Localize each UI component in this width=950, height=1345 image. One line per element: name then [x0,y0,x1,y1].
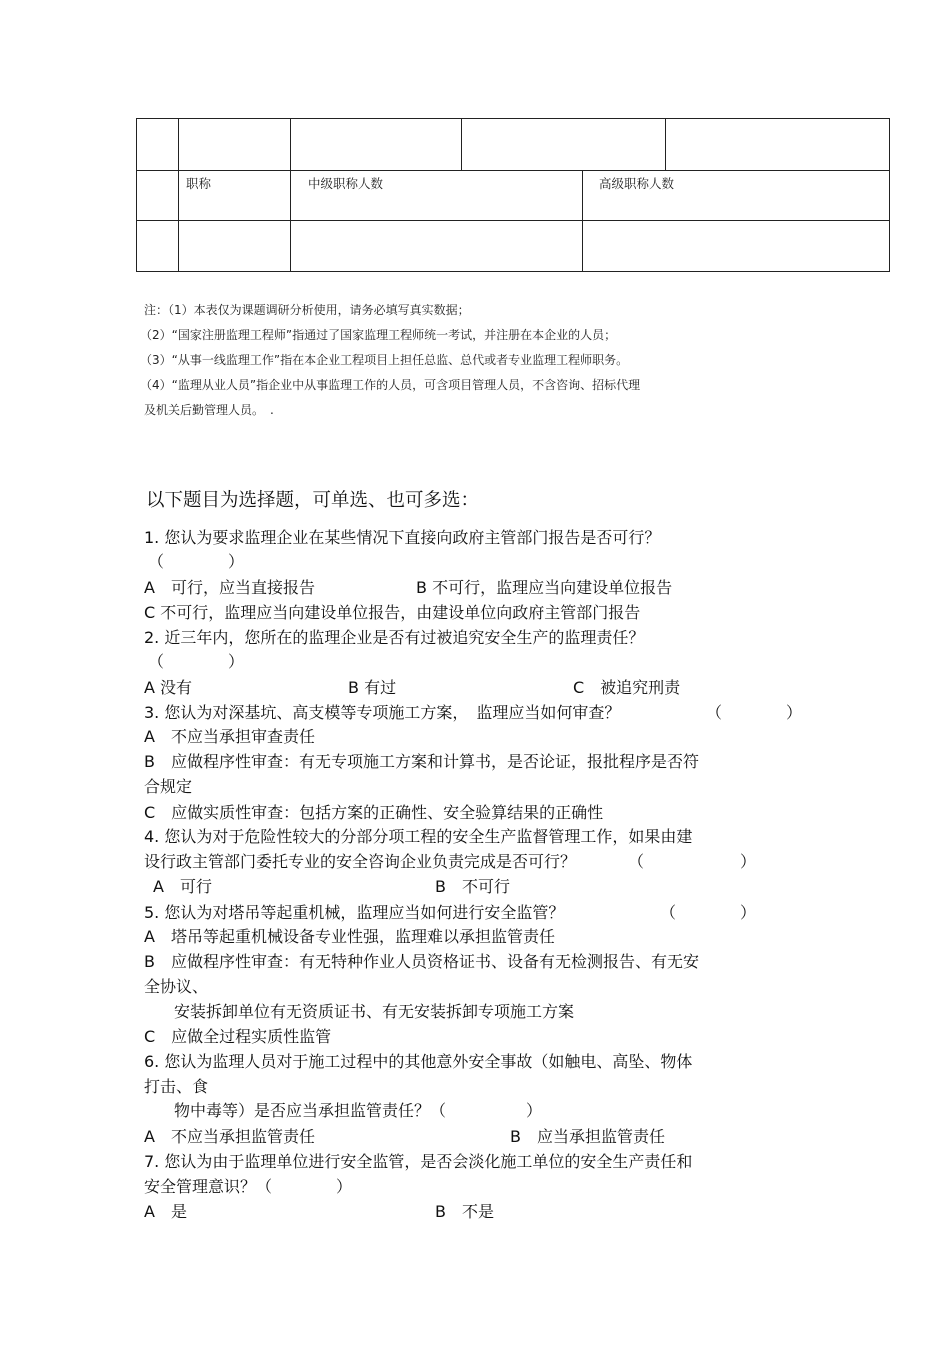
question-3-blank[interactable]: （ ） [706,703,803,722]
question-5-option-a[interactable]: A 塔吊等起重机械设备专业性强，监理难以承担监管责任 [144,927,555,946]
senior-title-count-header: 高级职称人数 [599,176,675,191]
question-7-option-a[interactable]: A 是 [144,1202,187,1221]
question-1-option-c[interactable]: C 不可行，监理应当向建设单位报告，由建设单位向政府主管部门报告 [144,603,641,622]
section-heading: 以下题目为选择题，可单选、也可多选： [146,490,480,511]
question-5-option-b-cont: 全协议、 [144,977,209,996]
personnel-table [136,118,890,272]
table-line [665,118,666,170]
question-5-option-b[interactable]: B 应做程序性审查：有无特种作业人员资格证书、设备有无检测报告、有无安 [144,952,699,971]
question-4-option-b[interactable]: B 不可行 [435,877,510,896]
table-line [136,220,890,221]
question-7-option-b[interactable]: B 不是 [435,1202,494,1221]
table-line [889,118,890,272]
title-header-cell: 职称 [186,176,212,191]
question-5-blank[interactable]: （ ） [660,903,757,922]
question-4-text: 4. 您认为对于危险性较大的分部分项工程的安全生产监督管理工作，如果由建 [144,827,693,846]
question-4-blank[interactable]: （ ） [628,852,757,871]
question-5-option-c[interactable]: C 应做全过程实质性监管 [144,1027,332,1046]
note-line: （4）“监理从业人员”指企业中从事监理工作的人员，可含项目管理人员，不含咨询、招标代理 [140,378,641,392]
question-5-option-b-cont: 安装拆卸单位有无资质证书、有无安装拆卸专项施工方案 [174,1002,575,1021]
question-2-option-c[interactable]: C 被追究刑责 [573,678,681,697]
question-1-option-b[interactable]: B 不可行，监理应当向建设单位报告 [416,578,673,597]
question-6-option-b[interactable]: B 应当承担监管责任 [510,1127,665,1146]
question-6-option-a[interactable]: A 不应当承担监管责任 [144,1127,315,1146]
question-4-text-cont: 设行政主管部门委托专业的安全咨询企业负责完成是否可行？ [144,852,577,871]
question-1-text: 1. 您认为要求监理企业在某些情况下直接向政府主管部门报告是否可行？ [144,528,661,547]
question-2-option-a[interactable]: A 没有 [144,678,193,697]
table-line [136,118,137,272]
question-3-option-c[interactable]: C 应做实质性审查：包括方案的正确性、安全验算结果的正确性 [144,803,604,822]
question-3-option-a[interactable]: A 不应当承担审查责任 [144,727,315,746]
table-line [136,118,890,119]
question-1-blank[interactable]: （ ） [148,552,245,571]
note-line: 及机关后勤管理人员。 . [144,403,274,417]
question-1-option-a[interactable]: A 可行，应当直接报告 [144,578,315,597]
mid-title-count-header: 中级职称人数 [308,176,384,191]
question-6-text-cont: 打击、食 [144,1077,209,1096]
question-3-option-b-cont: 合规定 [144,777,193,796]
table-line [136,170,890,171]
question-3-option-b[interactable]: B 应做程序性审查：有无专项施工方案和计算书，是否论证，报批程序是否符 [144,752,699,771]
table-line [461,118,462,170]
table-line [178,118,179,272]
note-line: （3）“从事一线监理工作”指在本企业工程项目上担任总监、总代或者专业监理工程师职务。 [140,353,629,367]
question-7-text-cont: 安全管理意识？（ ） [144,1177,353,1196]
question-2-option-b[interactable]: B 有过 [348,678,397,697]
question-3-text: 3. 您认为对深基坑、高支模等专项施工方案， 监理应当如何审查？ [144,703,621,722]
question-2-blank[interactable]: （ ） [148,652,245,671]
note-line: 注：（1）本表仅为课题调研分析使用，请务必填写真实数据； [144,303,470,317]
question-6-text: 6. 您认为监理人员对于施工过程中的其他意外安全事故（如触电、高坠、物体 [144,1052,693,1071]
question-4-option-a[interactable]: A 可行 [153,877,212,896]
note-line: （2）“国家注册监理工程师”指通过了国家监理工程师统一考试，并注册在本企业的人员； [140,328,617,342]
question-2-text: 2. 近三年内，您所在的监理企业是否有过被追究安全生产的监理责任？ [144,628,645,647]
table-line [290,118,291,272]
table-line [136,271,890,272]
question-5-text: 5. 您认为对塔吊等起重机械，监理应当如何进行安全监管？ [144,903,565,922]
table-line [582,170,583,272]
question-6-text-cont: 物中毒等）是否应当承担监管责任？（ ） [174,1101,543,1120]
question-7-text: 7. 您认为由于监理单位进行安全监管，是否会淡化施工单位的安全生产责任和 [144,1152,693,1171]
